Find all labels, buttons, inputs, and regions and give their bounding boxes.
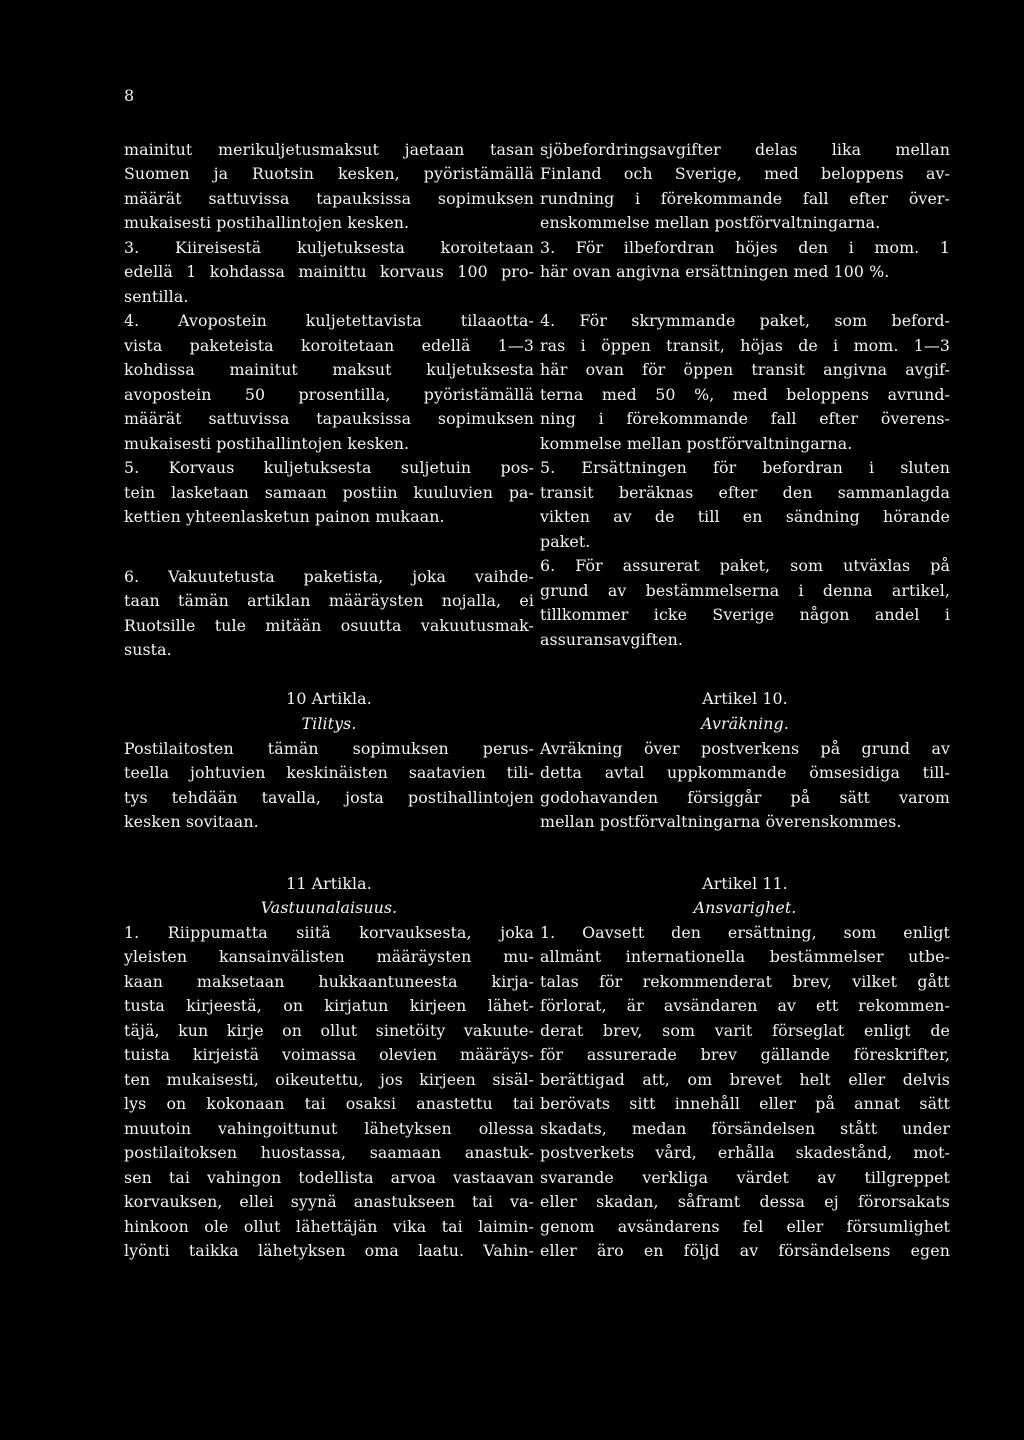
right-text-line: berättigad att, om brevet helt eller delvis [540,1070,950,1089]
left-text-line: korvauksen, ellei syynä anastukseen tai va- [124,1192,534,1211]
right-text-line: derat brev, som varit förseglat enligt de [540,1021,950,1040]
left-text-line: ten mukaisesti, oikeutettu, jos kirjeen sisäl- [124,1070,534,1089]
right-text-line: ning i förekommande fall efter överens- [540,409,950,428]
right-text-line: mellan postförvaltningarna överenskommes. [540,812,902,831]
left-text-line: sen tai vahingon todellista arvoa vastaavan [124,1168,534,1187]
left-text-line: 5. Korvaus kuljetuksesta suljetuin pos- [124,458,534,477]
right-text-line: detta avtal uppkommande ömsesidiga till- [540,763,950,782]
right-text-line: talas för rekommenderat brev, vilket gått [540,972,950,991]
right-text-line: eller äro en följd av försändelsens egen [540,1241,950,1260]
left-text-line: avopostein 50 prosentilla, pyöristämällä [124,385,534,404]
left-text-line: teella johtuvien keskinäisten saatavien tili- [124,763,534,782]
right-text-line: tillkommer icke Sverige någon andel i [540,605,950,624]
right-text-line: grund av bestämmelserna i denna artikel, [540,581,950,600]
right-text-line: här ovan angivna ersättningen med 100 %. [540,262,890,281]
left-text-line: 11 Artikla. [286,874,372,893]
left-text-line: tusta kirjeestä, on kirjatun kirjeen lähet- [124,996,534,1015]
left-text-line: mukaisesti postihallintojen kesken. [124,434,410,453]
left-text-line: tein lasketaan samaan postiin kuuluvien pa- [124,483,534,502]
left-text-line: Ruotsille tule mitään osuutta vakuutusmak- [124,616,534,635]
right-text-line: sjöbefordringsavgifter delas lika mellan [540,140,950,159]
right-text-line: allmänt internationella bestämmelser utbe- [540,947,950,966]
right-text-line: terna med 50 %, med beloppens avrund- [540,385,950,404]
left-text-line: kohdissa mainitut maksut kuljetuksesta [124,360,534,379]
right-text-line: skadats, medan försändelsen stått under [540,1119,950,1138]
right-text-line: godohavanden försiggår på sätt varom [540,788,950,807]
right-text-line: här ovan för öppen transit angivna avgif- [540,360,950,379]
left-text-line: 6. Vakuutetusta paketista, joka vaihde- [124,567,534,586]
left-text-line: mainitut merikuljetusmaksut jaetaan tasan [124,140,534,159]
left-text-line: 10 Artikla. [286,689,372,708]
left-text-line: Tilitys. [301,714,357,733]
right-text-line: genom avsändarens fel eller försumlighet [540,1217,950,1236]
right-text-line: Artikel 10. [702,689,788,708]
left-text-line: sentilla. [124,287,189,306]
right-text-line: Ansvarighet. [693,898,797,917]
right-text-line: eller skadan, såframt dessa ej förorsakats [540,1192,950,1211]
left-text-line: postilaitoksen huostassa, saamaan anastuk- [124,1143,534,1162]
left-text-line: taan tämän artiklan määräysten nojalla, ei [124,591,534,610]
right-text-line: postverkets vård, erhålla skadestånd, mot- [540,1143,950,1162]
left-text-line: määrät sattuvissa tapauksissa sopimuksen [124,409,534,428]
right-text-line: Avräkning. [701,714,789,733]
right-text-line: kommelse mellan postförvaltningarna. [540,434,853,453]
right-text-line: Avräkning över postverkens på grund av [540,739,950,758]
right-text-line: 5. Ersättningen för befordran i sluten [540,458,950,477]
right-text-line: transit beräknas efter den sammanlagda [540,483,950,502]
left-text-line: hinkoon ole ollut lähettäjän vika tai laimin- [124,1217,534,1236]
right-text-line: assuransavgiften. [540,630,684,649]
right-text-line: 4. För skrymmande paket, som beford- [540,311,950,330]
left-text-line: edellä 1 kohdassa mainittu korvaus 100 pro- [124,262,534,281]
left-text-line: täjä, kun kirje on ollut sinetöity vakuute- [124,1021,534,1040]
left-text-line: kaan maksetaan hukkaantuneesta kirja- [124,972,534,991]
left-text-line: 4. Avopostein kuljetettavista tilaaotta- [124,311,534,330]
right-text-line: förlorat, är avsändaren av ett rekommen- [540,996,950,1015]
left-text-line: lyönti taikka lähetyksen oma laatu. Vahin- [124,1241,534,1260]
left-text-line: 3. Kiireisestä kuljetuksesta koroitetaan [124,238,534,257]
left-text-line: määrät sattuvissa tapauksissa sopimuksen [124,189,534,208]
left-text-line: muutoin vahingoittunut lähetyksen ollessa [124,1119,534,1138]
left-text-line: Vastuunalaisuus. [260,898,398,917]
left-text-line: Postilaitosten tämän sopimuksen perus- [124,739,534,758]
right-text-line: paket. [540,532,591,551]
left-text-line: susta. [124,640,172,659]
right-text-line: 3. För ilbefordran höjes den i mom. 1 [540,238,950,257]
right-text-line: rundning i förekommande fall efter över- [540,189,950,208]
left-text-line: Suomen ja Ruotsin kesken, pyöristämällä [124,164,534,183]
left-text-line: vista paketeista koroitetaan edellä 1—3 [124,336,534,355]
left-text-line: lys on kokonaan tai osaksi anastettu tai [124,1094,534,1113]
right-text-line: för assurerade brev gällande föreskrifter, [540,1045,950,1064]
right-text-line: 1. Oavsett den ersättning, som enligt [540,923,950,942]
right-text-line: Artikel 11. [702,874,788,893]
right-text-line: Finland och Sverige, med beloppens av- [540,164,950,183]
left-text-line: 1. Riippumatta siitä korvauksesta, joka [124,923,534,942]
right-text-line: svarande verkliga värdet av tillgreppet [540,1168,950,1187]
page-number: 8 [124,86,135,105]
right-text-line: enskommelse mellan postförvaltningarna. [540,213,881,232]
left-text-line: mukaisesti postihallintojen kesken. [124,213,410,232]
right-text-line: 6. För assurerat paket, som utväxlas på [540,556,950,575]
right-text-line: vikten av de till en sändning hörande [540,507,950,526]
left-text-line: yleisten kansainvälisten määräysten mu- [124,947,534,966]
right-text-line: ras i öppen transit, höjas de i mom. 1—3 [540,336,950,355]
left-text-line: tuista kirjeistä voimassa olevien määräys- [124,1045,534,1064]
left-text-line: tys tehdään tavalla, josta postihallintojen [124,788,534,807]
right-text-line: berövats sitt innehåll eller på annat sätt [540,1094,950,1113]
left-text-line: kettien yhteenlasketun painon mukaan. [124,507,445,526]
left-text-line: kesken sovitaan. [124,812,259,831]
